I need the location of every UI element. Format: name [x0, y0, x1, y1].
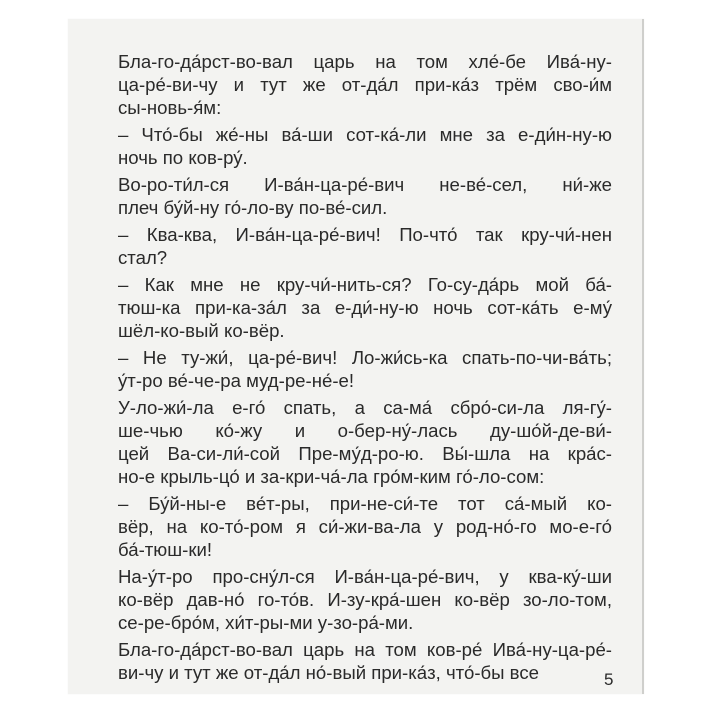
paragraph	[118, 223, 612, 269]
text-line: Во-ро-ти́л-ся И-ва́н-ца-ре́-вич не-ве́-сел, ни́-же	[118, 174, 612, 195]
paragraph	[118, 173, 612, 219]
text-line: вёр, на ко-то́-ром я си́-жи-ва-ла у род-но́-го мо-е-го́	[118, 516, 612, 537]
paragraph	[118, 346, 612, 392]
paragraph	[118, 50, 612, 119]
paragraph	[118, 273, 612, 342]
paragraph	[118, 638, 612, 684]
text-line: Бла-го-да́рст-во-вал царь на том ков-ре́ Ива́-ну-ца-ре́-	[118, 639, 612, 660]
text-line: ночь по ков-ру́.	[118, 147, 248, 168]
text-line: Бла-го-да́рст-во-вал царь на том хле́-бе Ива́-ну-	[118, 51, 612, 72]
text-line: – Как мне не кру-чи́-нить-ся? Го-су-да́рь мой ба́-	[118, 274, 612, 295]
page-number: 5	[604, 670, 614, 689]
story-text	[118, 50, 612, 688]
paragraph	[118, 565, 612, 634]
paragraph	[118, 492, 612, 561]
text-line: ко-вёр дав-но́ го-то́в. И-зу-кра́-шен ко-вёр зо-ло-том,	[118, 589, 612, 610]
text-line: ца-ре́-ви-чу и тут же от-да́л при-ка́з трём сво-и́м	[118, 74, 612, 95]
text-line: – Бу́й-ны-е ве́т-ры, при-не-си́-те тот са́-мый ко-	[118, 493, 612, 514]
text-line: но-е крыль-цо́ и за-кри-ча́-ла гро́м-ким го́-ло-сом:	[118, 466, 545, 487]
text-line: плеч бу́й-ну го́-ло-ву по-ве́-сил.	[118, 197, 388, 218]
text-line: сы-новь-я́м:	[118, 97, 222, 118]
text-line: стал?	[118, 247, 168, 268]
text-line: се-ре-бро́м, хи́т-ры-ми у-зо-ра́-ми.	[118, 612, 414, 633]
text-line: ви-чу и тут же от-да́л но́-вый при-ка́з, что́-бы все	[118, 662, 539, 683]
text-line: тюш-ка при-ка-за́л за е-ди́-ну-ю ночь сот-ка́ть е-му́	[118, 297, 612, 318]
text-line: На-у́т-ро про-сну́л-ся И-ва́н-ца-ре́-вич, у ква-ку́-ши	[118, 566, 612, 587]
text-line: у́т-ро ве́-че-ра муд-ре-не́-е!	[118, 370, 355, 391]
text-line: цей Ва-си-ли́-сой Пре-му́д-ро-ю. Вы́-шла на кра́с-	[118, 443, 612, 464]
text-line: У-ло-жи́-ла е-го́ спать, а са-ма́ сбро́-си-ла ля-гу́-	[118, 397, 612, 418]
text-line: ба́-тюш-ки!	[118, 539, 213, 560]
text-line: – Что́-бы же́-ны ва́-ши сот-ка́-ли мне за е-ди́н-ну-ю	[118, 124, 612, 145]
text-line: шёл-ко-вый ко-вёр.	[118, 320, 285, 341]
paragraph	[118, 123, 612, 169]
text-line: – Ква-ква, И-ва́н-ца-ре́-вич! По-что́ так кру-чи́-нен	[118, 224, 612, 245]
text-line: – Не ту-жи́, ца-ре́-вич! Ло-жи́сь-ка спать-по-чи-ва́ть;	[118, 347, 612, 368]
text-line: ше-чью ко́-жу и о-бер-ну́-лась ду-шо́й-де-ви́-	[118, 420, 612, 441]
paragraph	[118, 396, 612, 488]
